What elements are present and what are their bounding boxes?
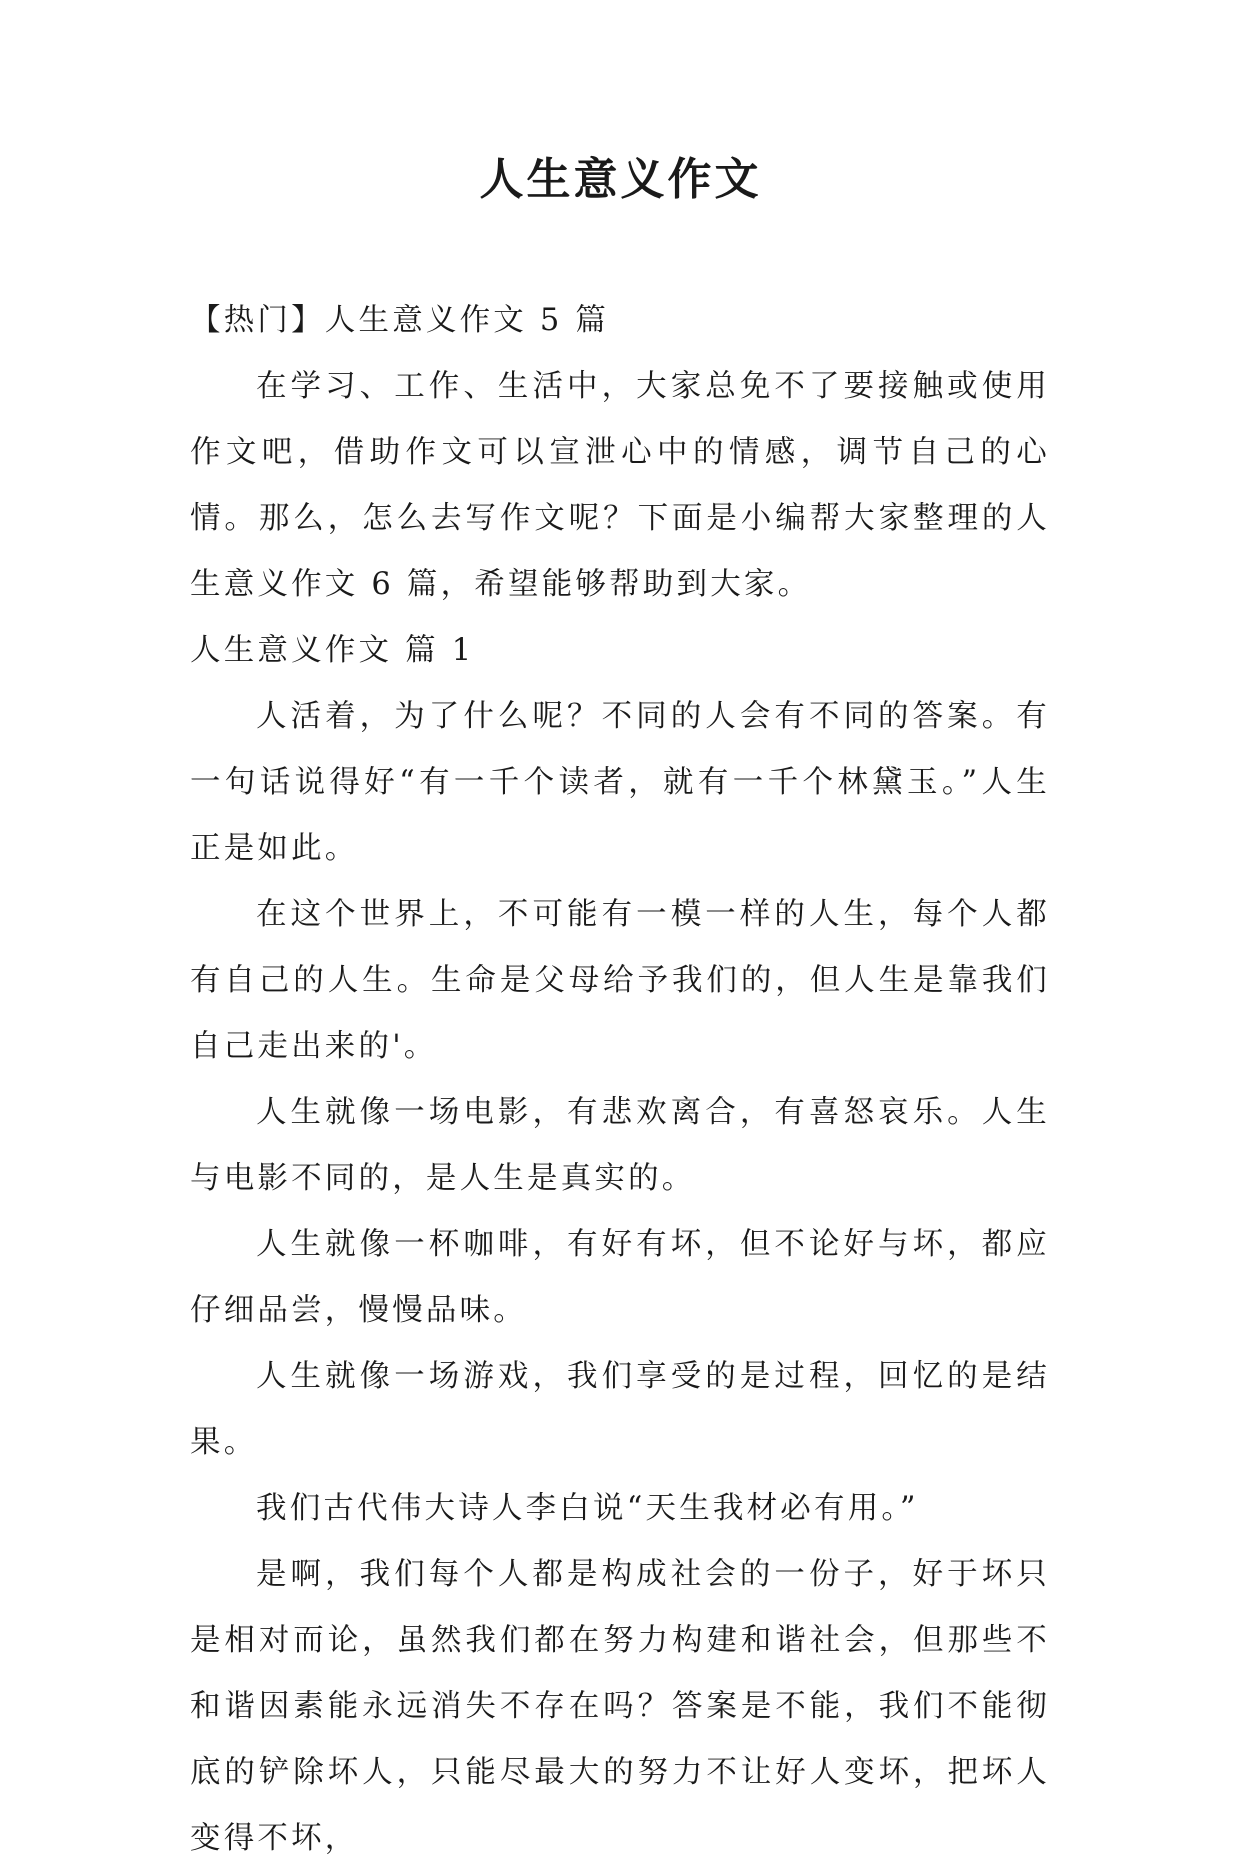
section-heading: 人生意义作文 篇 1 <box>190 633 475 668</box>
paragraph: 是啊，我们每个人都是构成社会的一份子，好于坏只是相对而论，虽然我们都在努力构建和谐社会，但那些不和谐因素能永远消失不存在吗？答案是不能，我们不能彻底的铲除坏人，只能尽最大的努力不让好人变坏，把坏人变得不坏， <box>190 1557 1050 1856</box>
paragraph: 人生就像一杯咖啡，有好有坏，但不论好与坏，都应仔细品尝，慢慢品味。 <box>190 1227 1050 1328</box>
document-body <box>190 288 1050 1872</box>
paragraph: 我们古代伟大诗人李白说“天生我材必有用。” <box>256 1491 919 1526</box>
page-title: 人生意义作文 <box>479 154 762 205</box>
paragraph: 在这个世界上，不可能有一模一样的人生，每个人都有自己的人生。生命是父母给予我们的，但人生是靠我们自己走出来的'。 <box>190 897 1050 1064</box>
paragraph: 人生就像一场游戏，我们享受的是过程，回忆的是结果。 <box>190 1359 1050 1460</box>
paragraph: 人活着，为了什么呢？不同的人会有不同的答案。有一句话说得好“有一千个读者，就有一千个林黛玉。”人生正是如此。 <box>190 699 1050 866</box>
document-subtitle: 【热门】人生意义作文 5 篇 <box>190 303 610 338</box>
intro-paragraph: 在学习、工作、生活中，大家总免不了要接触或使用作文吧，借助作文可以宣泄心中的情感，调节自己的心情。那么，怎么去写作文呢？下面是小编帮大家整理的人生意义作文 6 篇，希望能够帮助到大家。 <box>190 369 1050 602</box>
paragraph: 人生就像一场电影，有悲欢离合，有喜怒哀乐。人生与电影不同的，是人生是真实的。 <box>190 1095 1050 1196</box>
